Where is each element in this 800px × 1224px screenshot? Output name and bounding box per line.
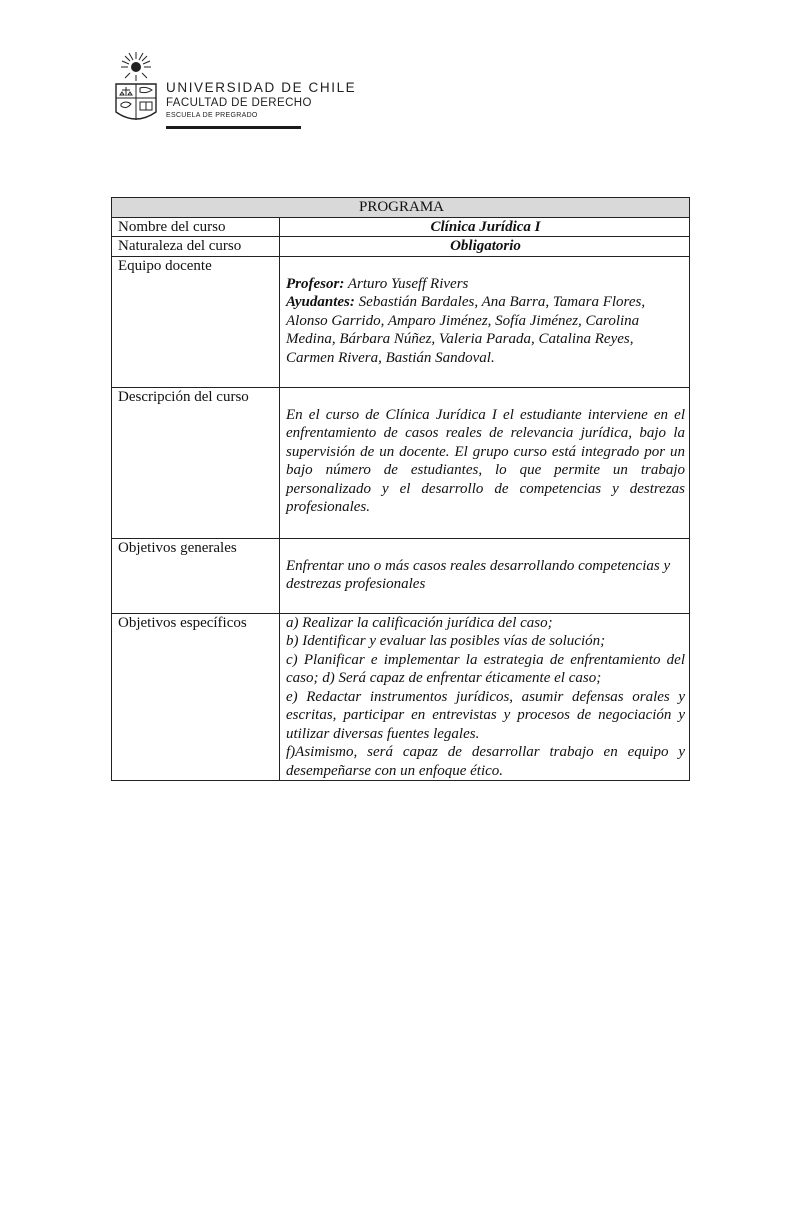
course-nature: Obligatorio xyxy=(280,237,690,257)
course-name: Clínica Jurídica I xyxy=(280,217,690,237)
course-description xyxy=(280,387,690,538)
school-name: ESCUELA DE PREGRADO xyxy=(166,112,258,119)
table-row xyxy=(112,217,690,237)
row-label: Nombre del curso xyxy=(112,217,280,237)
specific-objectives xyxy=(280,613,690,781)
row-label: Objetivos específicos xyxy=(112,613,280,781)
table-row xyxy=(112,538,690,613)
assistants-names: Sebastián Bardales, Ana Barra, Tamara Flores, Alonso Garrido, Amparo Jiménez, Sofía Jiménez, Carolina Medina, Bárbara Núñez, Valeria Parada, Catalina Reyes, Carmen Rivera, Bastián Sandoval. xyxy=(286,294,646,366)
table-row xyxy=(112,387,690,538)
table-title: PROGRAMA xyxy=(112,198,690,218)
list-item: e) Redactar instrumentos jurídicos, asumir defensas orales y escritas, participar en entrevistas y procesos de negociación y utilizar diversas fuentes legales. xyxy=(286,688,685,742)
row-label: Descripción del curso xyxy=(112,387,280,538)
table-row xyxy=(112,256,690,387)
teaching-team xyxy=(280,256,690,387)
table-row xyxy=(112,237,690,257)
description-text: En el curso de Clínica Jurídica I el estudiante interviene en el enfrentamiento de casos reales de relevancia jurídica, bajo la supervisión de un docente. El grupo curso está integrado por un bajo número de estudiantes, lo que permite un trabajo personalizado y el desarrollo de competencias y destrezas profesionales. xyxy=(286,406,685,515)
list-item: b) Identificar y evaluar las posibles vías de solución; xyxy=(286,633,606,649)
professor-name: Arturo Yuseff Rivers xyxy=(347,275,469,292)
letterhead xyxy=(112,48,357,132)
row-label: Naturaleza del curso xyxy=(112,237,280,257)
general-objectives-text: Enfrentar uno o más casos reales desarrollando competencias y destrezas profesionales xyxy=(286,557,671,592)
program-table xyxy=(111,197,690,781)
general-objectives xyxy=(280,538,690,613)
list-item: c) Planificar e implementar la estrategia de enfrentamiento del caso; d) Será capaz de enfrentar éticamente el caso; xyxy=(286,651,685,686)
assistants-label: Ayudantes: xyxy=(286,294,355,310)
table-header-row xyxy=(112,198,690,218)
table-row xyxy=(112,613,690,781)
faculty-name: FACULTAD DE DERECHO xyxy=(166,97,312,109)
list-item: a) Realizar la calificación jurídica del caso; xyxy=(286,614,553,631)
university-seal-icon xyxy=(112,50,160,126)
list-item: f)Asimismo, será capaz de desarrollar trabajo en equipo y desempeñarse con un enfoque ético. xyxy=(286,744,685,779)
row-label: Equipo docente xyxy=(112,256,280,387)
row-label: Objetivos generales xyxy=(112,538,280,613)
university-name: UNIVERSIDAD DE CHILE xyxy=(166,80,357,95)
professor-label: Profesor: xyxy=(286,275,345,292)
header-divider xyxy=(166,126,301,129)
